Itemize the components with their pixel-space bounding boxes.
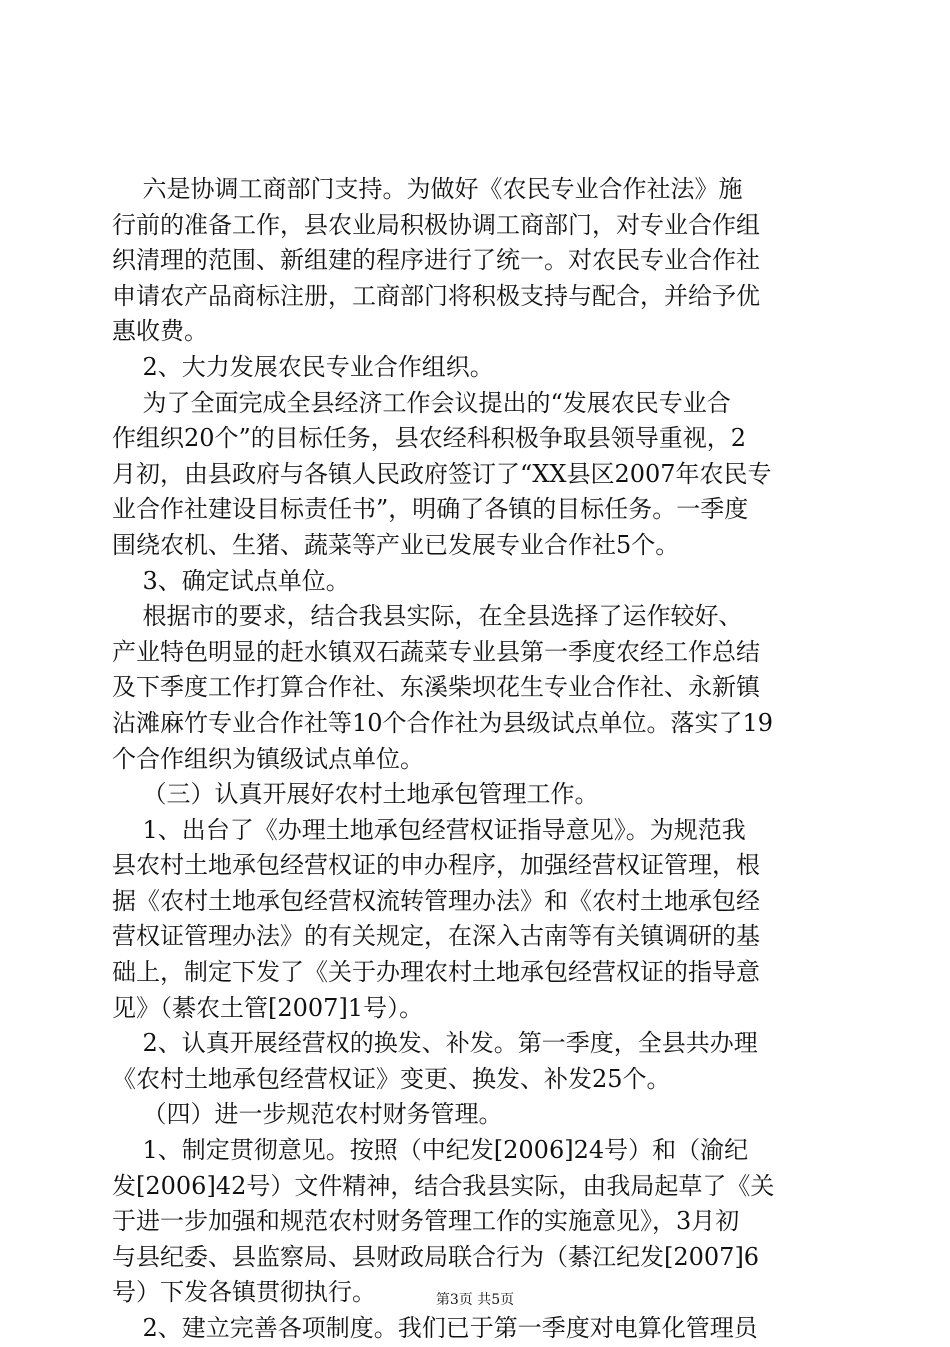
text-line: 1、制定贯彻意见。按照（中纪发[2006]24号）和（渝纪 [112,1136,749,1165]
text-line: 与县纪委、县监察局、县财政局联合行为（綦江纪发[2007]6 [112,1242,760,1271]
text-line: 据《农村土地承包经营权流转管理办法》和《农村土地承包经 [112,886,760,915]
text-line: 2、建立完善各项制度。我们已于第一季度对电算化管理员 [112,1314,758,1342]
text-line: （四）进一步规范农村财务管理。 [112,1100,503,1129]
text-line: 业合作社建设目标责任书”，明确了各镇的目标任务。一季度 [112,495,749,524]
text-line: 月初，由县政府与各镇人民政府签订了“XX县区2007年农民专 [112,459,772,488]
text-line: 产业特色明显的赶水镇双石蔬菜专业县第一季度农经工作总结 [112,637,760,666]
text-line: 2、认真开展经营权的换发、补发。第一季度，全县共办理 [112,1029,758,1058]
text-line: 号）下发各镇贯彻执行。 [112,1278,376,1307]
text-line: 2、大力发展农民专业合作组织。 [112,352,494,381]
text-line: 及下季度工作打算合作社、东溪柴坝花生专业合作社、永新镇 [112,673,760,702]
text-line: 六是协调工商部门支持。为做好《农民专业合作社法》施 [112,175,743,203]
text-line: 惠收费。 [112,317,208,346]
text-line: 申请农产品商标注册，工商部门将积极支持与配合，并给予优 [112,281,760,310]
text-line: 围绕农机、生猪、蔬菜等产业已发展专业合作社5个。 [112,530,680,559]
text-line: 为了全面完成全县经济工作会议提出的“发展农民专业合 [112,388,731,417]
page-footer: 第3页 共5页 [435,1292,515,1308]
text-line: 础上，制定下发了《关于办理农村土地承包经营权证的指导意 [112,958,760,987]
text-line: 见》（綦农土管[2007]1号）。 [112,993,424,1022]
text-line: 3、确定试点单位。 [112,566,350,595]
text-line: 根据市的要求，结合我县实际，在全县选择了运作较好、 [112,602,743,631]
text-line: 县农村土地承包经营权证的申办程序，加强经营权证管理，根 [112,851,760,880]
text-line: 个合作组织为镇级试点单位。 [112,744,424,773]
text-line: 《农村土地承包经营权证》变更、换发、补发25个。 [112,1064,671,1093]
text-line: 作组织20个”的目标任务，县农经科积极争取县领导重视，2 [112,424,747,453]
body-text [112,172,836,1347]
text-line: （三）认真开展好农村土地承包管理工作。 [112,780,599,809]
text-line: 于进一步加强和规范农村财务管理工作的实施意见》，3月初 [112,1207,740,1236]
text-line: 织清理的范围、新组建的程序进行了统一。对农民专业合作社 [112,246,760,275]
text-line: 沾滩麻竹专业合作社等10个合作社为县级试点单位。落实了19 [112,708,774,737]
text-line: 1、出台了《办理土地承包经营权证指导意见》。为规范我 [112,815,746,844]
text-line: 发[2006]42号）文件精神，结合我县实际，由我局起草了《关 [112,1171,775,1200]
text-line: 营权证管理办法》的有关规定，在深入古南等有关镇调研的基 [112,922,760,951]
text-line: 行前的准备工作，县农业局积极协调工商部门，对专业合作组 [112,210,760,239]
